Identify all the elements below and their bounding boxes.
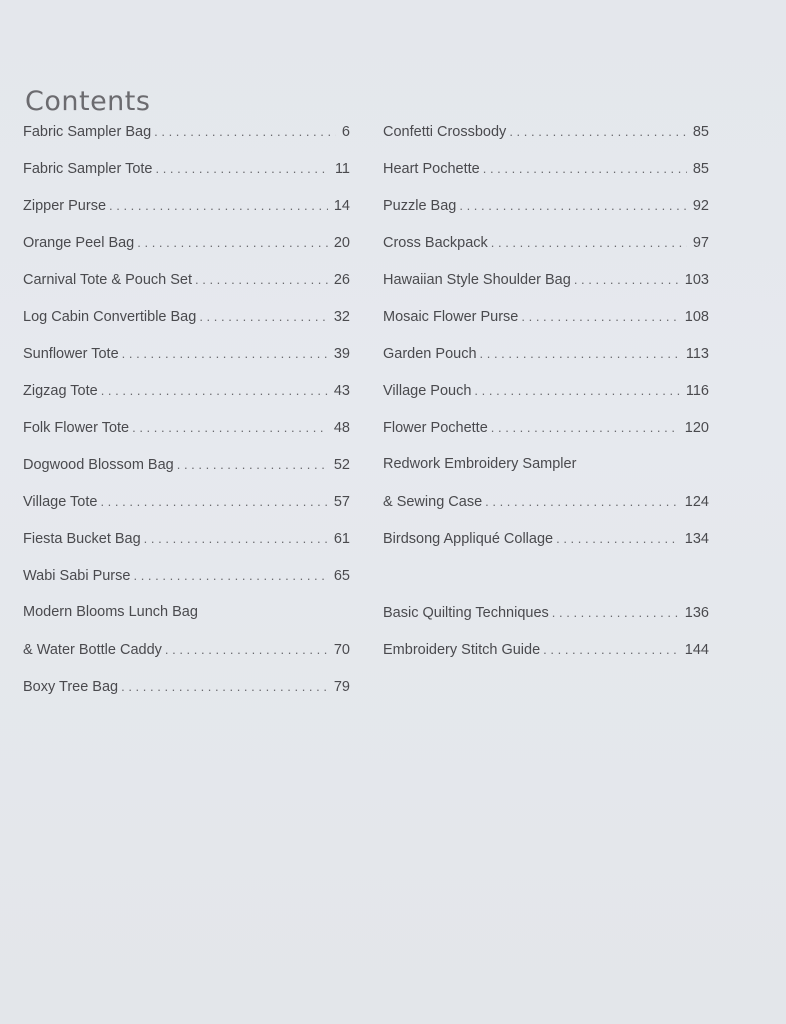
toc-entry-page: 103 — [684, 272, 709, 288]
toc-entry-page: 43 — [333, 383, 350, 399]
toc-entry-page: 65 — [333, 568, 350, 584]
toc-entry-title: Embroidery Stitch Guide — [383, 642, 541, 658]
toc-entry[interactable] — [23, 409, 350, 446]
toc-entry-title-line1: Redwork Embroidery Sampler — [383, 456, 577, 472]
dot-leader — [155, 150, 328, 187]
toc-entry-title: Confetti Crossbody — [383, 124, 507, 140]
toc-right-column — [383, 113, 709, 668]
dot-leader — [459, 187, 687, 224]
dot-leader — [137, 224, 328, 261]
dot-leader — [100, 483, 327, 520]
dot-leader — [491, 224, 687, 261]
toc-entry[interactable] — [23, 557, 350, 594]
toc-entry-page: 70 — [333, 642, 350, 658]
toc-entry-title: Heart Pochette — [383, 161, 480, 177]
dot-leader — [133, 557, 327, 594]
dot-leader — [480, 335, 680, 372]
dot-leader — [474, 372, 679, 409]
toc-entry[interactable] — [23, 483, 350, 520]
toc-entry-title: Puzzle Bag — [383, 198, 457, 214]
toc-entry[interactable] — [383, 372, 709, 409]
toc-entry-page: 61 — [333, 531, 350, 547]
toc-entry-page: 26 — [333, 272, 350, 288]
toc-entry[interactable] — [383, 446, 709, 520]
toc-entry[interactable] — [383, 409, 709, 446]
dot-leader — [195, 261, 328, 298]
toc-entry-title: & Sewing Case — [383, 494, 483, 510]
toc-entry[interactable] — [383, 224, 709, 261]
toc-entry-title: Dogwood Blossom Bag — [23, 457, 174, 473]
dot-leader — [521, 298, 678, 335]
toc-entry-title: Boxy Tree Bag — [23, 679, 119, 695]
page-title: Contents — [25, 86, 151, 118]
toc-entry-title: Fiesta Bucket Bag — [23, 531, 141, 547]
dot-leader — [122, 335, 328, 372]
toc-entry-page: 85 — [692, 124, 709, 140]
dot-leader — [485, 483, 679, 520]
toc-entry-page: 79 — [333, 679, 350, 695]
toc-entry[interactable] — [23, 372, 350, 409]
toc-entry-title: Folk Flower Tote — [23, 420, 130, 436]
toc-entry[interactable] — [23, 298, 350, 335]
dot-leader — [199, 298, 328, 335]
toc-entry-title: Cross Backpack — [383, 235, 488, 251]
toc-entry-title: Fabric Sampler Bag — [23, 124, 152, 140]
toc-entry-title: Village Pouch — [383, 383, 472, 399]
toc-entry[interactable] — [383, 187, 709, 224]
dot-leader — [543, 631, 679, 668]
toc-entry[interactable] — [23, 224, 350, 261]
toc-entry-title: Flower Pochette — [383, 420, 488, 436]
toc-entry[interactable] — [383, 631, 709, 668]
toc-entry-page: 136 — [684, 605, 709, 621]
toc-entry-title: Village Tote — [23, 494, 98, 510]
dot-leader — [483, 150, 687, 187]
toc-entry-page: 85 — [692, 161, 709, 177]
dot-leader — [132, 409, 328, 446]
dot-leader — [144, 520, 328, 557]
toc-entry[interactable] — [383, 113, 709, 150]
toc-entry-title: Zigzag Tote — [23, 383, 98, 399]
toc-entry-page: 48 — [333, 420, 350, 436]
toc-entry-page: 124 — [684, 494, 709, 510]
toc-entry[interactable] — [383, 520, 709, 557]
toc-entry-page: 134 — [684, 531, 709, 547]
toc-entry[interactable] — [383, 261, 709, 298]
toc-entry[interactable] — [23, 668, 350, 705]
toc-entry-page: 57 — [333, 494, 350, 510]
section-spacer — [383, 557, 709, 594]
toc-entry-title-line1: Modern Blooms Lunch Bag — [23, 604, 198, 620]
toc-entry-page: 97 — [692, 235, 709, 251]
dot-leader — [509, 113, 687, 150]
dot-leader — [121, 668, 328, 705]
dot-leader — [154, 113, 336, 150]
toc-entry-page: 39 — [333, 346, 350, 362]
toc-entry[interactable] — [23, 446, 350, 483]
toc-entry-page: 6 — [341, 124, 350, 140]
toc-entry-title: Basic Quilting Techniques — [383, 605, 549, 621]
toc-entry-title: Garden Pouch — [383, 346, 477, 362]
toc-entry-page: 120 — [684, 420, 709, 436]
toc-entry-page: 32 — [333, 309, 350, 325]
dot-leader — [101, 372, 328, 409]
toc-entry-title: Fabric Sampler Tote — [23, 161, 153, 177]
toc-entry-page: 108 — [684, 309, 709, 325]
toc-entry-page: 20 — [333, 235, 350, 251]
toc-entry[interactable] — [383, 335, 709, 372]
toc-entry[interactable] — [23, 150, 350, 187]
dot-leader — [574, 261, 679, 298]
toc-entry[interactable] — [23, 187, 350, 224]
toc-left-column — [23, 113, 350, 705]
toc-entry[interactable] — [23, 594, 350, 668]
toc-entry-title: Hawaiian Style Shoulder Bag — [383, 272, 571, 288]
toc-entry-title: Mosaic Flower Purse — [383, 309, 519, 325]
dot-leader — [556, 520, 679, 557]
toc-entry-page: 92 — [692, 198, 709, 214]
toc-entry-title: & Water Bottle Caddy — [23, 642, 162, 658]
toc-entry-title: Sunflower Tote — [23, 346, 119, 362]
toc-entry-title: Birdsong Appliqué Collage — [383, 531, 554, 547]
toc-entry[interactable] — [383, 150, 709, 187]
dot-leader — [109, 187, 328, 224]
toc-entry-page: 14 — [333, 198, 350, 214]
dot-leader — [177, 446, 328, 483]
toc-entry-page: 144 — [684, 642, 709, 658]
toc-entry[interactable] — [23, 335, 350, 372]
toc-entry-page: 116 — [685, 383, 709, 399]
toc-entry-title: Orange Peel Bag — [23, 235, 135, 251]
toc-entry-title: Carnival Tote & Pouch Set — [23, 272, 192, 288]
toc-entry[interactable] — [23, 261, 350, 298]
toc-entry-page: 11 — [334, 161, 350, 177]
toc-entry[interactable] — [383, 298, 709, 335]
toc-entry-page: 52 — [333, 457, 350, 473]
dot-leader — [491, 409, 679, 446]
toc-entry[interactable] — [383, 594, 709, 631]
toc-entry-title: Wabi Sabi Purse — [23, 568, 131, 584]
dot-leader — [552, 594, 679, 631]
toc-entry-title: Zipper Purse — [23, 198, 107, 214]
toc-entry-page: 113 — [685, 346, 709, 362]
toc-entry-title: Log Cabin Convertible Bag — [23, 309, 197, 325]
toc-entry[interactable] — [23, 520, 350, 557]
dot-leader — [165, 631, 328, 668]
toc-entry[interactable] — [23, 113, 350, 150]
